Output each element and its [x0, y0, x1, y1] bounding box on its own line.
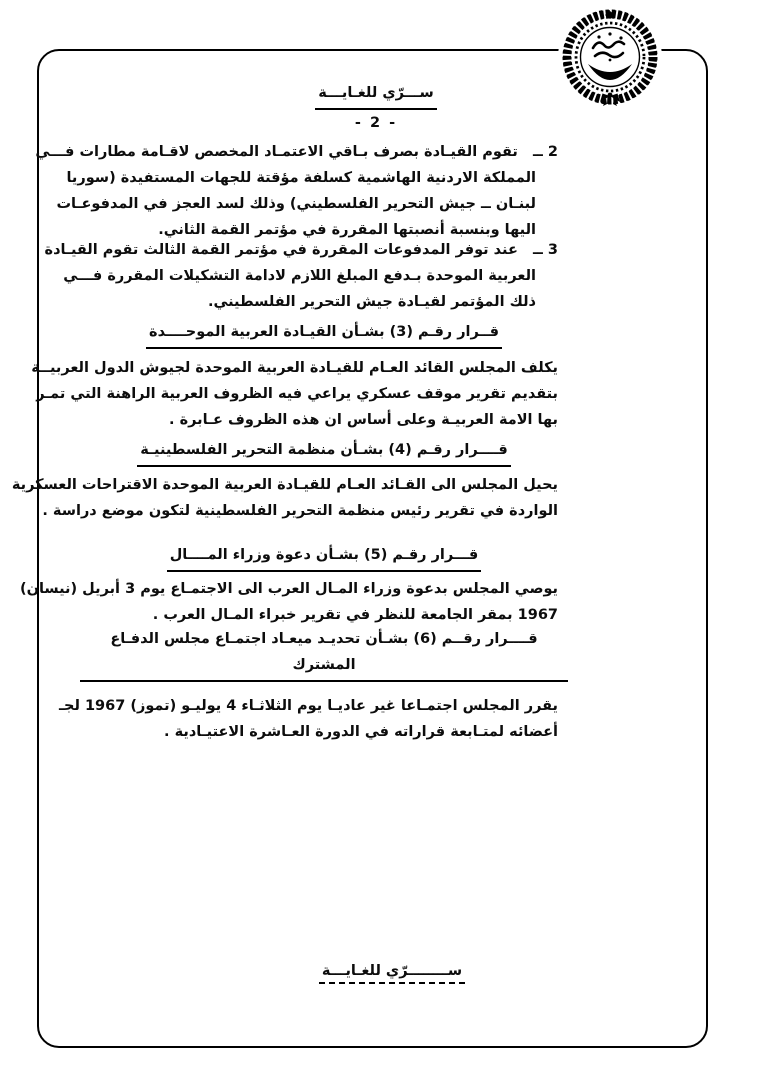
page-number: - 2 - [354, 115, 398, 131]
clause-3-number: 3 ــ [532, 242, 558, 258]
resolution-3-heading-label: قــرار رقـم (3) بشـأن القيـادة العربية الموحــــدة [146, 319, 502, 349]
clause-2-number: 2 ــ [532, 144, 558, 160]
resolution-5-body [19, 576, 558, 628]
resolution-4-body-line-2: الواردة في تقرير رئيس منظمة التحرير الفلسطينية لتكون موضع دراسة . [42, 503, 558, 519]
clause-2 [35, 139, 558, 243]
clause-3 [44, 237, 558, 315]
classification-footer [13, 963, 758, 984]
resolution-3-body [31, 355, 558, 433]
clause-2-text: تقوم القيـادة بصرف بـاقي الاعتمـاد المخصص لاقـامة مطارات فـــي [35, 144, 518, 160]
resolution-5-heading [80, 542, 568, 572]
resolution-4-heading [80, 437, 568, 467]
clause-2-line-2: المملكة الاردنية الهاشمية كسلفة مؤقتة للجهات المستفيدة (سوريا [66, 170, 536, 186]
resolution-6-body-line-1: يقرر المجلس اجتمـاعا غير عاديـا يوم الثلاثـاء 4 يوليـو (تموز) 1967 لجـ [59, 698, 558, 714]
resolution-4-body [11, 472, 558, 524]
resolution-4-heading-label: قــــرار رقـم (4) بشـأن منظمة التحرير الفلسطينيـة [137, 437, 510, 467]
clause-3-line-2: العربية الموحدة بـدفع المبلغ اللازم لادامة التشكيلات المقررة فـــي [63, 268, 536, 284]
resolution-3-body-line-2: بتقديم تقرير موقف عسكري يراعي فيه الظروف العربية الراهنة التي تمـر [36, 386, 558, 402]
clause-2-line-4: اليها وبنسبة أنصبتها المقررة في مؤتمر القمة الثاني. [158, 222, 536, 238]
classification-footer-label: ســــــــرّي للغـايـــة [319, 963, 465, 984]
resolution-6-body-line-2: أعضائه لمتـابعة قراراته في الدورة العـاشرة الاعتيـادية . [164, 724, 558, 740]
resolution-3-heading [80, 319, 568, 349]
resolution-5-body-line-2: 1967 بمقر الجامعة للنظر في تقرير خبراء المـال العرب . [152, 607, 558, 623]
resolution-6-body [59, 693, 558, 745]
resolution-6-heading [80, 626, 568, 682]
resolution-6-heading-label: قــــرار رقــم (6) بشـأن تحديـد ميعـاد اجتمـاع مجلس الدفـاع المشترك [80, 626, 568, 682]
document-body [11, 80, 558, 745]
classification-header-label: ســـرّي للغـايـــة [315, 80, 437, 110]
clause-2-line-1 [35, 139, 558, 165]
clause-3-line-3: ذلك المؤتمر لقيـادة جيش التحرير الفلسطيني. [207, 294, 536, 310]
resolution-5-heading-label: قـــرار رقـم (5) بشـأن دعوة وزراء المــــال [167, 542, 482, 572]
clause-2-line-3: لبنـان ــ جيش التحرير الفلسطيني) وذلك لسد العجز في المدفوعـات [56, 196, 536, 212]
classification-header [132, 80, 620, 110]
resolution-4-body-line-1: يحيل المجلس الى القـائد العـام للقيـادة العربية الموحدة الاقتراحات العسكرية [11, 477, 558, 493]
resolution-5-body-line-1: يوصي المجلس بدعوة وزراء المـال العرب الى الاجتمـاع يوم 3 أبريل (نيسان) [19, 581, 558, 597]
resolution-3-body-line-3: بها الامة العربيـة وعلى أساس ان هذه الظروف عـابرة . [169, 412, 558, 428]
clause-3-text: عند توفر المدفوعات المقررة في مؤتمر القمة الثالث تقوم القيـادة [44, 242, 518, 258]
resolution-3-body-line-1: يكلف المجلس القائد العـام للقيـادة العربية الموحدة لجيوش الدول العربيــة [31, 360, 558, 376]
clause-3-line-1 [44, 237, 558, 263]
